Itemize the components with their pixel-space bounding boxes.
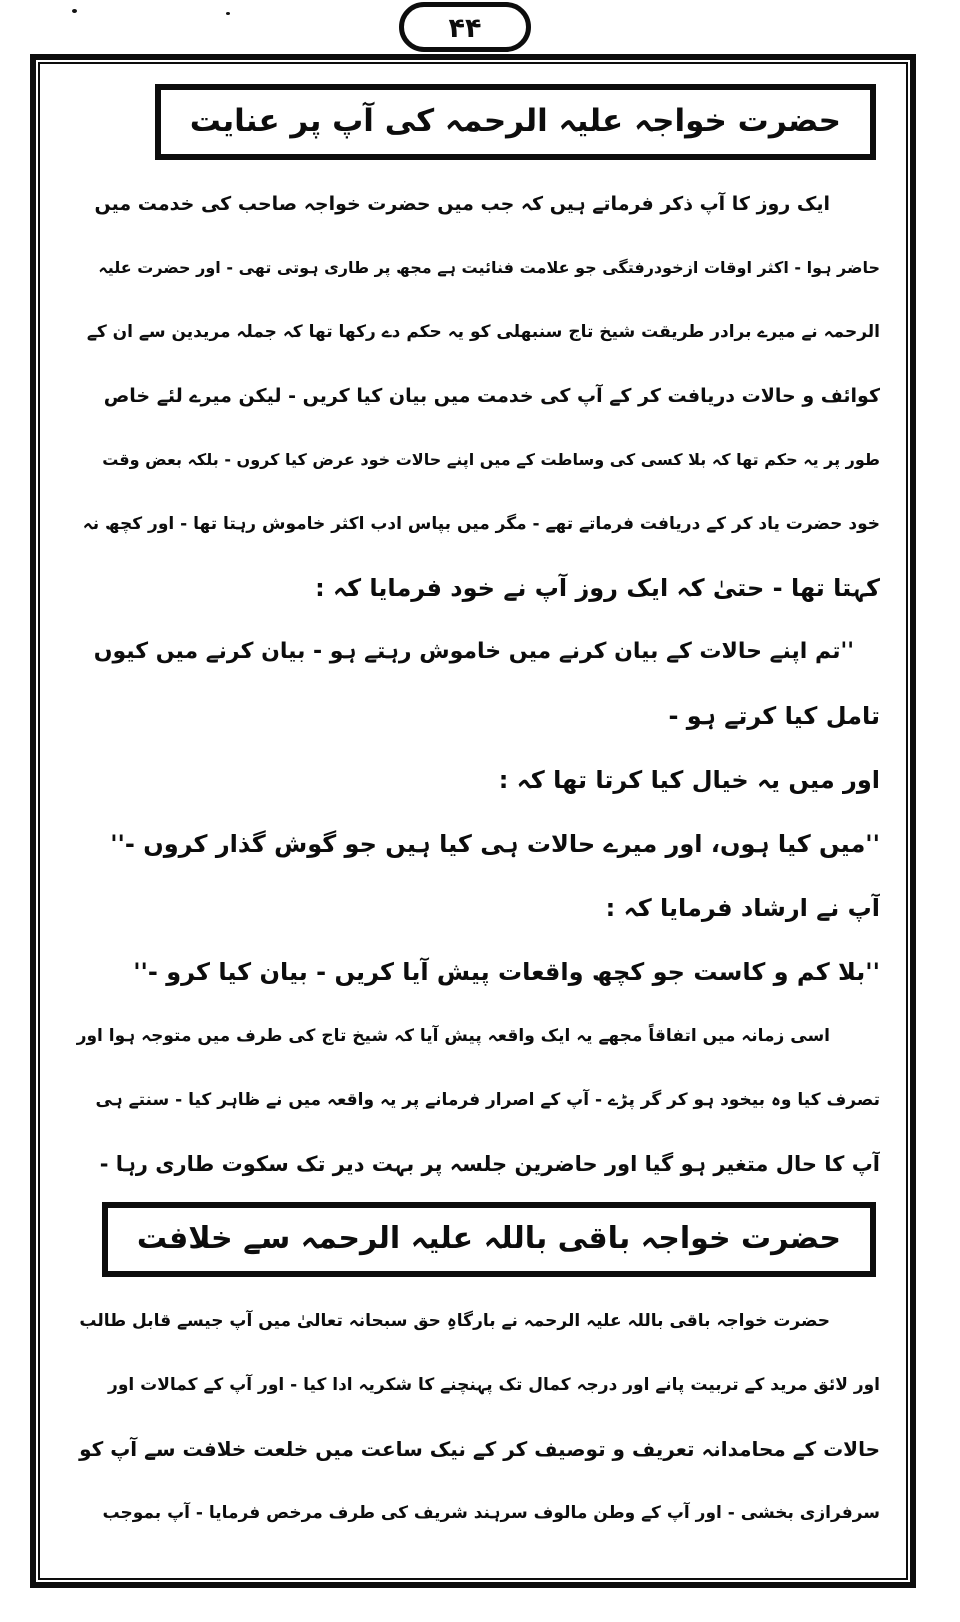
page-number-badge xyxy=(399,2,531,52)
page-frame xyxy=(30,54,916,1588)
text-line: کہتا تھا - حتیٰ کہ ایک روز آپ نے خود فرمایا کہ : xyxy=(315,574,880,603)
quote-line: ''میں کیا ہوں، اور میرے حالات ہی کیا ہیں جو گوش گذار کروں -'' xyxy=(110,830,880,859)
page-frame-inner-rule xyxy=(38,62,908,1580)
ink-speck xyxy=(72,9,77,13)
text-line: ایک روز کا آپ ذکر فرماتے ہیں کہ جب میں حضرت خواجہ صاحب کی خدمت میں xyxy=(94,193,830,216)
text-line: اور لائق مرید کے تربیت پانے اور درجہ کمال تک پہنچنے کا شکریہ ادا کیا - اور آپ کے کمالات اور xyxy=(108,1375,880,1396)
text-line: اسی زمانہ میں اتفاقاً مجھے یہ ایک واقعہ پیش آیا کہ شیخ تاج کی طرف میں متوجہ ہوا اور xyxy=(76,1026,830,1047)
section-heading: حضرت خواجہ باقی باللہ علیہ الرحمہ سے خلافت xyxy=(136,1221,841,1257)
text-line: آپ کا حال متغیر ہو گیا اور حاضرین جلسہ پر بہت دیر تک سکوت طاری رہا - xyxy=(99,1152,880,1177)
text-line: الرحمہ نے میرے برادر طریقت شیخ تاج سنبھلی کو یہ حکم دے رکھا تھا کہ جملہ مریدین سے ان کے xyxy=(86,322,880,343)
text-line: طور پر یہ حکم تھا کہ بلا کسی کی وساطت کے میں اپنے حالات خود عرض کیا کروں - بلکہ بعض وقت xyxy=(102,450,880,470)
text-line: حاضر ہوا - اکثر اوقات ازخودرفتگی جو علامت فنائیت ہے مجھ پر طاری ہوتی تھی - اور حضرت علیہ xyxy=(98,258,880,278)
text-line: حالات کے محامدانہ تعریف و توصیف کر کے نیک ساعت میں خلعت خلافت سے آپ کو xyxy=(79,1437,880,1462)
text-line: سرفرازی بخشی - اور آپ کے وطن مالوف سرہند شریف کی طرف مرخص فرمایا - آپ بموجب xyxy=(102,1503,880,1524)
text-line: کوائف و حالات دریافت کر کے آپ کی خدمت میں بیان کیا کریں - لیکن میرے لئے خاص xyxy=(103,385,880,408)
text-line: حضرت خواجہ باقی باللہ علیہ الرحمہ نے بارگاہِ حق سبحانہ تعالیٰ میں آپ جیسے قابل طالب xyxy=(79,1311,830,1332)
section-heading-box xyxy=(155,84,876,160)
page-number: ۴۴ xyxy=(448,12,482,44)
section-heading-box xyxy=(102,1202,876,1277)
quote-line: ''بلا کم و کاست جو کچھ واقعات پیش آیا کریں - بیان کیا کرو -'' xyxy=(133,958,880,987)
ink-speck xyxy=(226,12,230,15)
section-heading: حضرت خواجہ علیہ الرحمہ کی آپ پر عنایت xyxy=(189,103,841,139)
text-line: آپ نے ارشاد فرمایا کہ : xyxy=(605,894,880,923)
quote-line: تامل کیا کرتے ہو - xyxy=(668,702,880,731)
text-line: تصرف کیا وہ بیخود ہو کر گر پڑے - آپ کے اصرار فرمانے پر یہ واقعہ میں نے ظاہر کیا - سنتے ہی xyxy=(95,1090,880,1111)
quote-line: ''تم اپنے حالات کے بیان کرنے میں خاموش رہتے ہو - بیان کرنے میں کیوں xyxy=(93,639,854,665)
text-line: اور میں یہ خیال کیا کرتا تھا کہ : xyxy=(498,766,880,795)
text-line: خود حضرت یاد کر کے دریافت فرماتے تھے - مگر میں بپاس ادب اکثر خاموش رہتا تھا - اور کچھ نہ xyxy=(82,514,880,535)
page-content xyxy=(40,64,906,1578)
